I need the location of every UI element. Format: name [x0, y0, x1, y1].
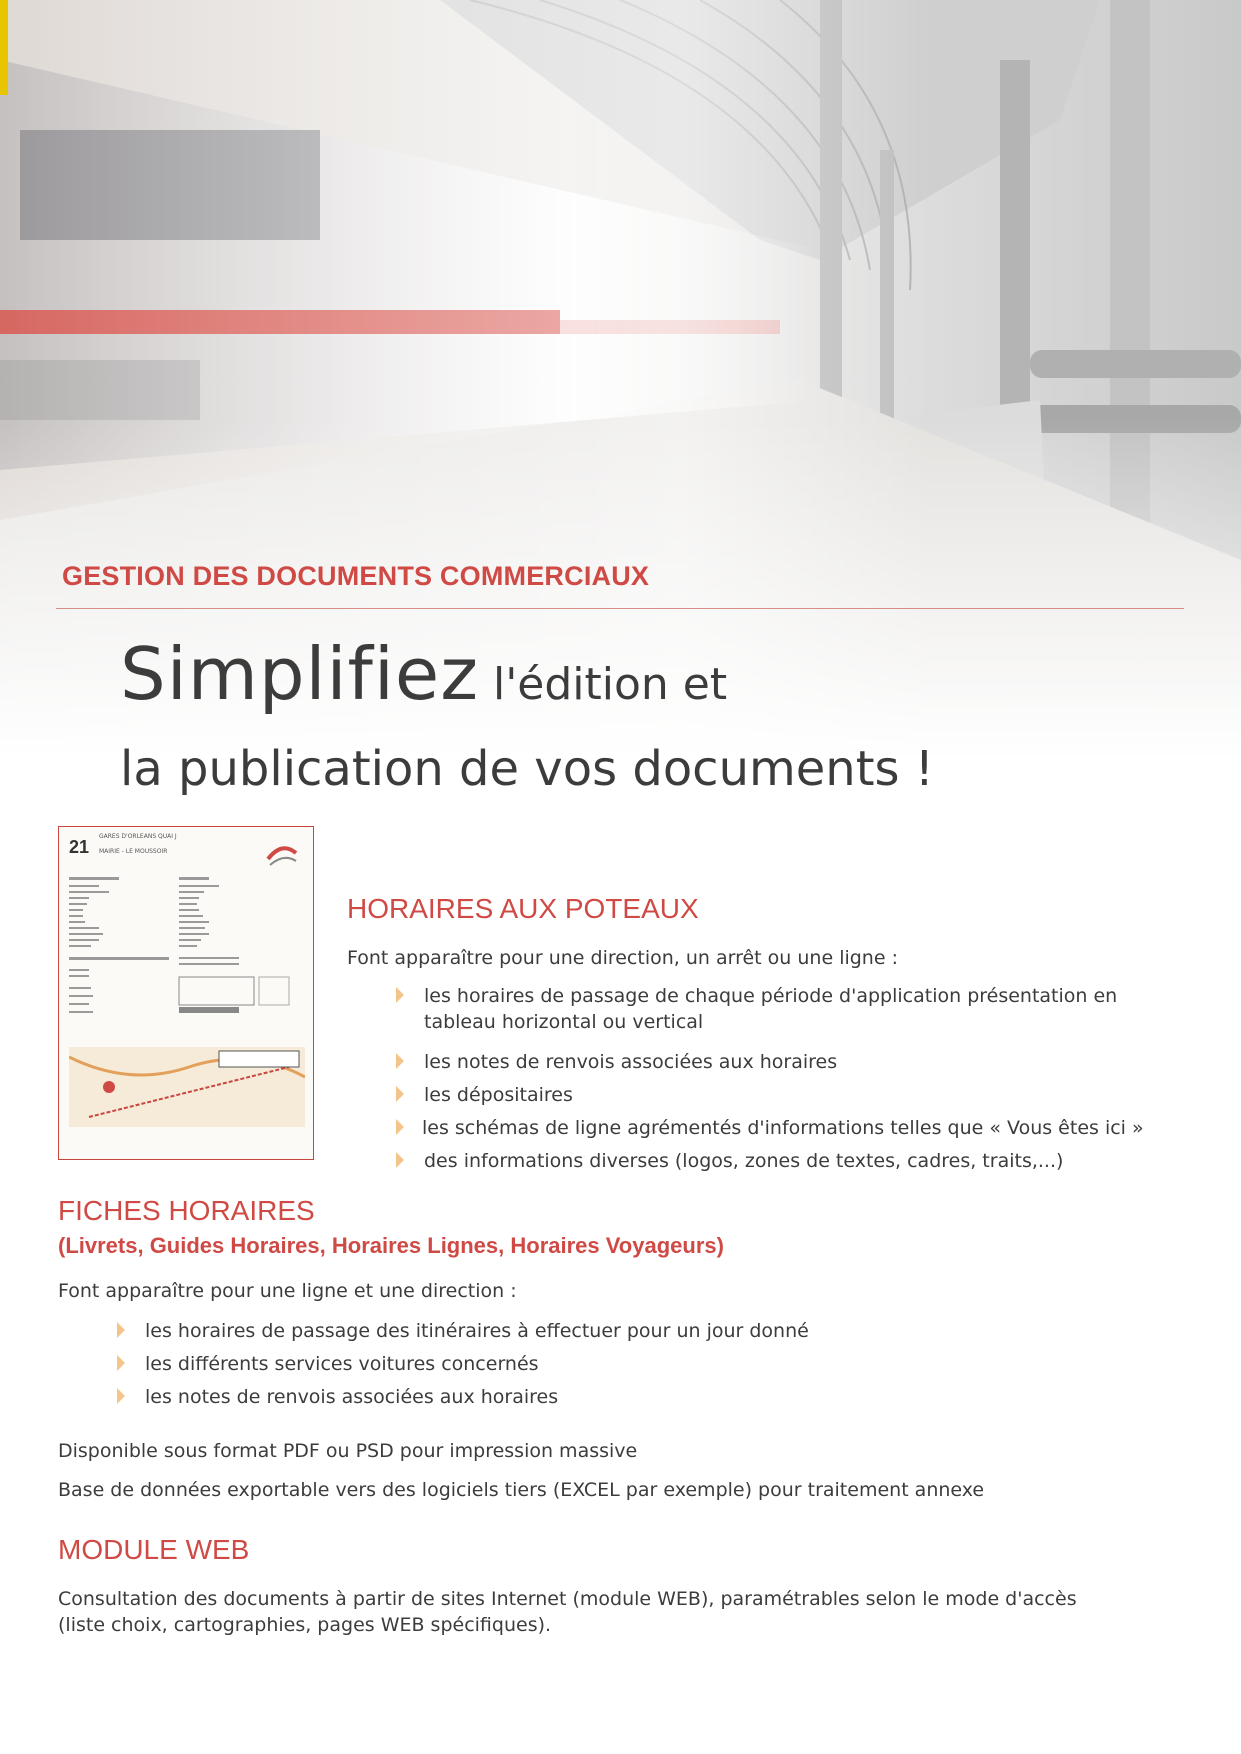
timetable-thumbnail — [58, 826, 314, 1160]
headline-word: Simplifiez — [120, 632, 479, 716]
bullet-arrow-icon — [117, 1322, 125, 1338]
module-web-text-line-2: (liste choix, cartographies, pages WEB spécifiques). — [58, 1614, 552, 1636]
headline-line-2: la publication de vos documents ! — [120, 741, 935, 797]
thumbnail-map-icon — [69, 1047, 305, 1127]
section-kicker: GESTION DES DOCUMENTS COMMERCIAUX — [62, 561, 650, 591]
bullet-arrow-icon — [396, 1119, 404, 1135]
bullet-arrow-icon — [396, 1152, 404, 1168]
list-item: les notes de renvois associées aux horaires — [117, 1386, 1017, 1419]
divider-rule — [56, 608, 1184, 609]
bullet-arrow-icon — [396, 1053, 404, 1069]
section-heading-horaires-poteaux: HORAIRES AUX POTEAUX — [347, 893, 699, 924]
section-heading-module-web: MODULE WEB — [58, 1534, 250, 1565]
section-heading-fiches-horaires: FICHES HORAIRES — [58, 1195, 315, 1226]
list-item: les horaires de passage de chaque période d'application présentation en — [396, 985, 1196, 1011]
bullet-arrow-icon — [117, 1355, 125, 1371]
list-item: les dépositaires — [396, 1084, 1196, 1117]
horaires-poteaux-intro: Font apparaître pour une direction, un arrêt ou une ligne : — [347, 947, 898, 969]
fiches-horaires-note-format: Disponible sous format PDF ou PSD pour impression massive — [58, 1440, 638, 1462]
list-item: les notes de renvois associées aux horaires — [396, 1051, 1196, 1084]
list-item: les différents services voitures concernés — [117, 1353, 1017, 1386]
headline-line-1 — [120, 632, 727, 716]
list-item-continuation: tableau horizontal ou vertical — [424, 1011, 704, 1033]
fiches-horaires-subheading: (Livrets, Guides Horaires, Horaires Lignes, Horaires Voyageurs) — [58, 1233, 724, 1258]
horaires-poteaux-list — [396, 985, 1196, 1183]
thumbnail-logo-icon — [264, 839, 300, 875]
thumbnail-title-text: GARES D'ORLEANS QUAI J — [99, 833, 177, 840]
headline-rest: l'édition et — [479, 659, 728, 710]
bullet-arrow-icon — [396, 1086, 404, 1102]
bullet-arrow-icon — [117, 1388, 125, 1404]
thumbnail-title — [99, 833, 177, 855]
thumbnail-line-number: 21 — [69, 837, 90, 857]
page-edge-marker — [0, 0, 8, 95]
bullet-arrow-icon — [396, 987, 404, 1003]
module-web-text-line-1: Consultation des documents à partir de sites Internet (module WEB), paramétrables selon le mode d'accès — [58, 1588, 1077, 1610]
fiches-horaires-list — [117, 1320, 1017, 1419]
list-item: les horaires de passage des itinéraires à effectuer pour un jour donné — [117, 1320, 1017, 1353]
fiches-horaires-intro: Font apparaître pour une ligne et une direction : — [58, 1280, 517, 1302]
fiches-horaires-note-export: Base de données exportable vers des logiciels tiers (EXCEL par exemple) pour traitement annexe — [58, 1479, 985, 1501]
list-item: des informations diverses (logos, zones de textes, cadres, traits,...) — [396, 1150, 1196, 1183]
thumbnail-subtitle-text: MAIRIE - LE MOUSSOIR — [99, 848, 168, 855]
list-item: les schémas de ligne agrémentés d'informations telles que « Vous êtes ici » — [396, 1117, 1196, 1150]
